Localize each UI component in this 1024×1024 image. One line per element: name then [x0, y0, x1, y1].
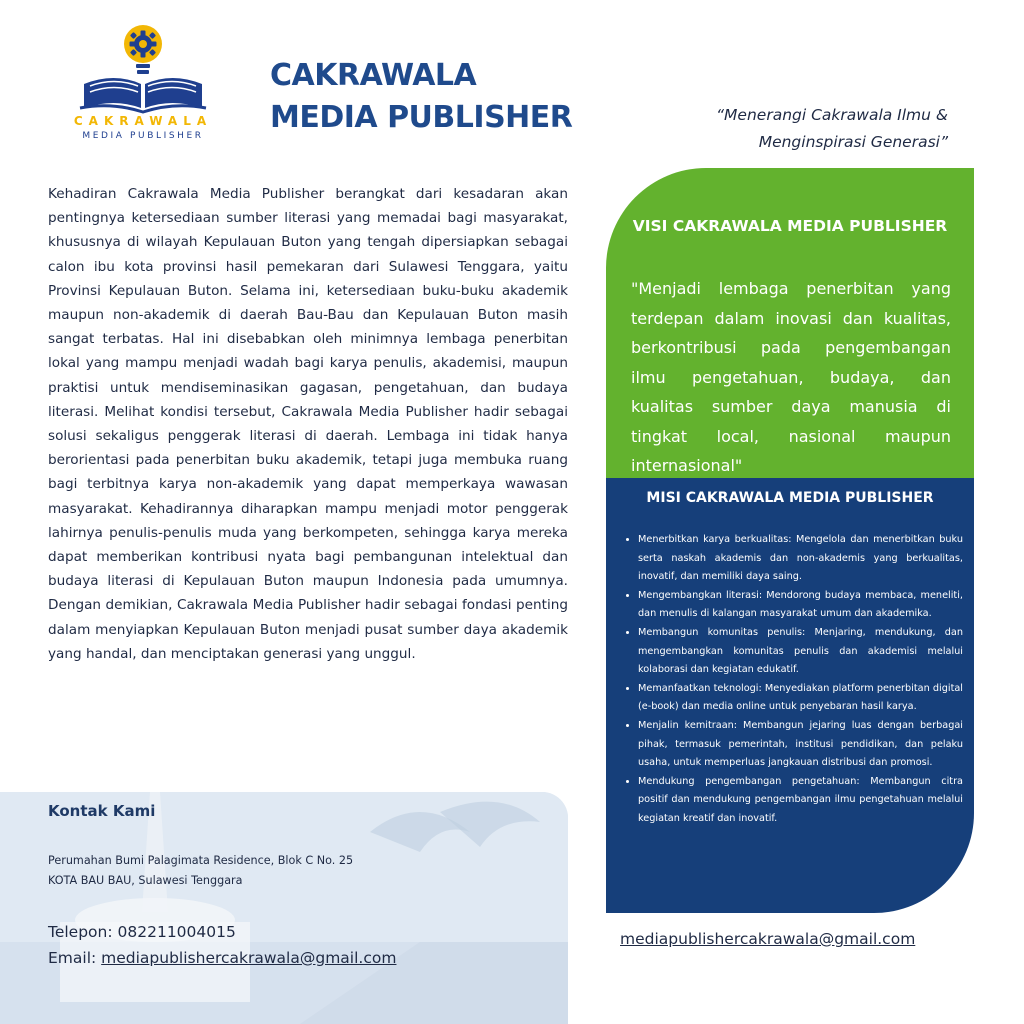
mission-item: • Membangun komunitas penulis: Menjaring, mendukung, dan mengembangkan komunitas penulis dan akademisi melalui kolaborasi dan kegiatan edukatif. [638, 624, 963, 680]
contact-phone: Telepon: 082211004015 [48, 923, 236, 941]
vision-mission-card [606, 168, 974, 913]
page-title [270, 55, 590, 139]
email-label: Email: [48, 949, 102, 967]
mission-item: • Menerbitkan karya berkualitas: Mengelola dan menerbitkan buku serta naskah akademis dan non-akademis yang berkualitas, inovatif, dan memiliki daya saing. [638, 531, 963, 587]
contact-address [48, 851, 353, 891]
logo [58, 22, 228, 147]
building-photo-background [0, 792, 568, 1024]
address-line-2: KOTA BAU BAU, Sulawesi Tenggara [48, 874, 243, 887]
address-line-1: Perumahan Bumi Palagimata Residence, Blok C No. 25 [48, 854, 354, 867]
book-lightbulb-gear-icon [76, 22, 210, 114]
title-line-1: CAKRAWALA [270, 58, 477, 93]
mission-item: • Memanfaatkan teknologi: Menyediakan platform penerbitan digital (e-book) dan media online untuk penyebaran hasil karya. [638, 680, 963, 717]
footer-email-link[interactable]: mediapublishercakrawala@gmail.com [620, 930, 916, 948]
contact-email [48, 945, 396, 971]
logo-wordmark: CAKRAWALA [73, 114, 213, 128]
contact-title: Kontak Kami [48, 802, 156, 820]
title-line-2: MEDIA PUBLISHER [270, 100, 573, 135]
logo-subtitle: MEDIA PUBLISHER [82, 131, 204, 141]
vision-text: "Menjadi lembaga penerbitan yang terdepan dalam inovasi dan kualitas, berkontribusi pada pengembangan ilmu pengetahuan, budaya, dan kualitas sumber daya manusia di tingkat local, nasional maupun internasional" [631, 279, 951, 475]
vision-title: VISI CAKRAWALA MEDIA PUBLISHER [632, 217, 948, 235]
mission-title: MISI CAKRAWALA MEDIA PUBLISHER [646, 490, 934, 506]
tagline-line-2: Menginspirasi Generasi” [758, 133, 948, 151]
contact-section [0, 792, 568, 1024]
tagline-line-1: “Menerangi Cakrawala Ilmu & [716, 106, 948, 124]
email-link[interactable]: mediapublishercakrawala@gmail.com [101, 949, 397, 967]
mission-item: • Menjalin kemitraan: Membangun jejaring luas dengan berbagai pihak, termasuk pemerintah, institusi pendidikan, dan pelaku usaha, untuk memperluas jangkauan distribusi dan promosi. [638, 717, 963, 773]
tagline [608, 102, 948, 156]
mission-panel [606, 478, 974, 913]
mission-list [626, 531, 963, 829]
mission-item: • Mengembangkan literasi: Mendorong budaya membaca, meneliti, dan menulis di kalangan masyarakat umum dan akademika. [638, 587, 963, 624]
mission-item: • Mendukung pengembangan pengetahuan: Membangun citra positif dan mendukung pengembangan ilmu pengetahuan melalui kegiatan kreatif dan inovatif. [638, 773, 963, 829]
vision-panel [606, 168, 974, 478]
about-paragraph: Kehadiran Cakrawala Media Publisher berangkat dari kesadaran akan pentingnya ketersediaan sumber literasi yang memadai bagi masyarakat, khususnya di wilayah Kepulauan Buton yang tengah dipersiapkan sebagai calon ibu kota provinsi hasil pemekaran dari Sulawesi Tenggara, yaitu Provinsi Kepulauan Buton. Selama ini, ketersediaan buku-buku akademik maupun non-akademik di daerah Bau-Bau dan Kepulauan Buton masih sangat terbatas. Hal ini disebabkan oleh minimnya lembaga penerbitan lokal yang mampu menjadi wadah bagi karya penulis, akademisi, maupun praktisi untuk mendiseminasikan gagasan, pengetahuan, dan budaya literasi. Melihat kondisi tersebut, Cakrawala Media Publisher hadir sebagai solusi sekaligus penggerak literasi di daerah. Lembaga ini tidak hanya berorientasi pada penerbitan buku akademik, tetapi juga membuka ruang bagi terbitnya karya non-akademik yang dapat memperkaya wawasan masyarakat. Kehadirannya diharapkan mampu menjadi motor penggerak lahirnya penulis-penulis muda yang berkompeten, sehingga karya mereka dapat memberikan kontribusi nyata bagi pembangunan intelektual dan budaya literasi di Kepulauan Buton maupun Indonesia pada umumnya. Dengan demikian, Cakrawala Media Publisher hadir sebagai fondasi penting dalam menyiapkan Kepulauan Buton menjadi pusat sumber daya akademik yang handal, dan menciptakan generasi yang unggul. [48, 186, 568, 662]
